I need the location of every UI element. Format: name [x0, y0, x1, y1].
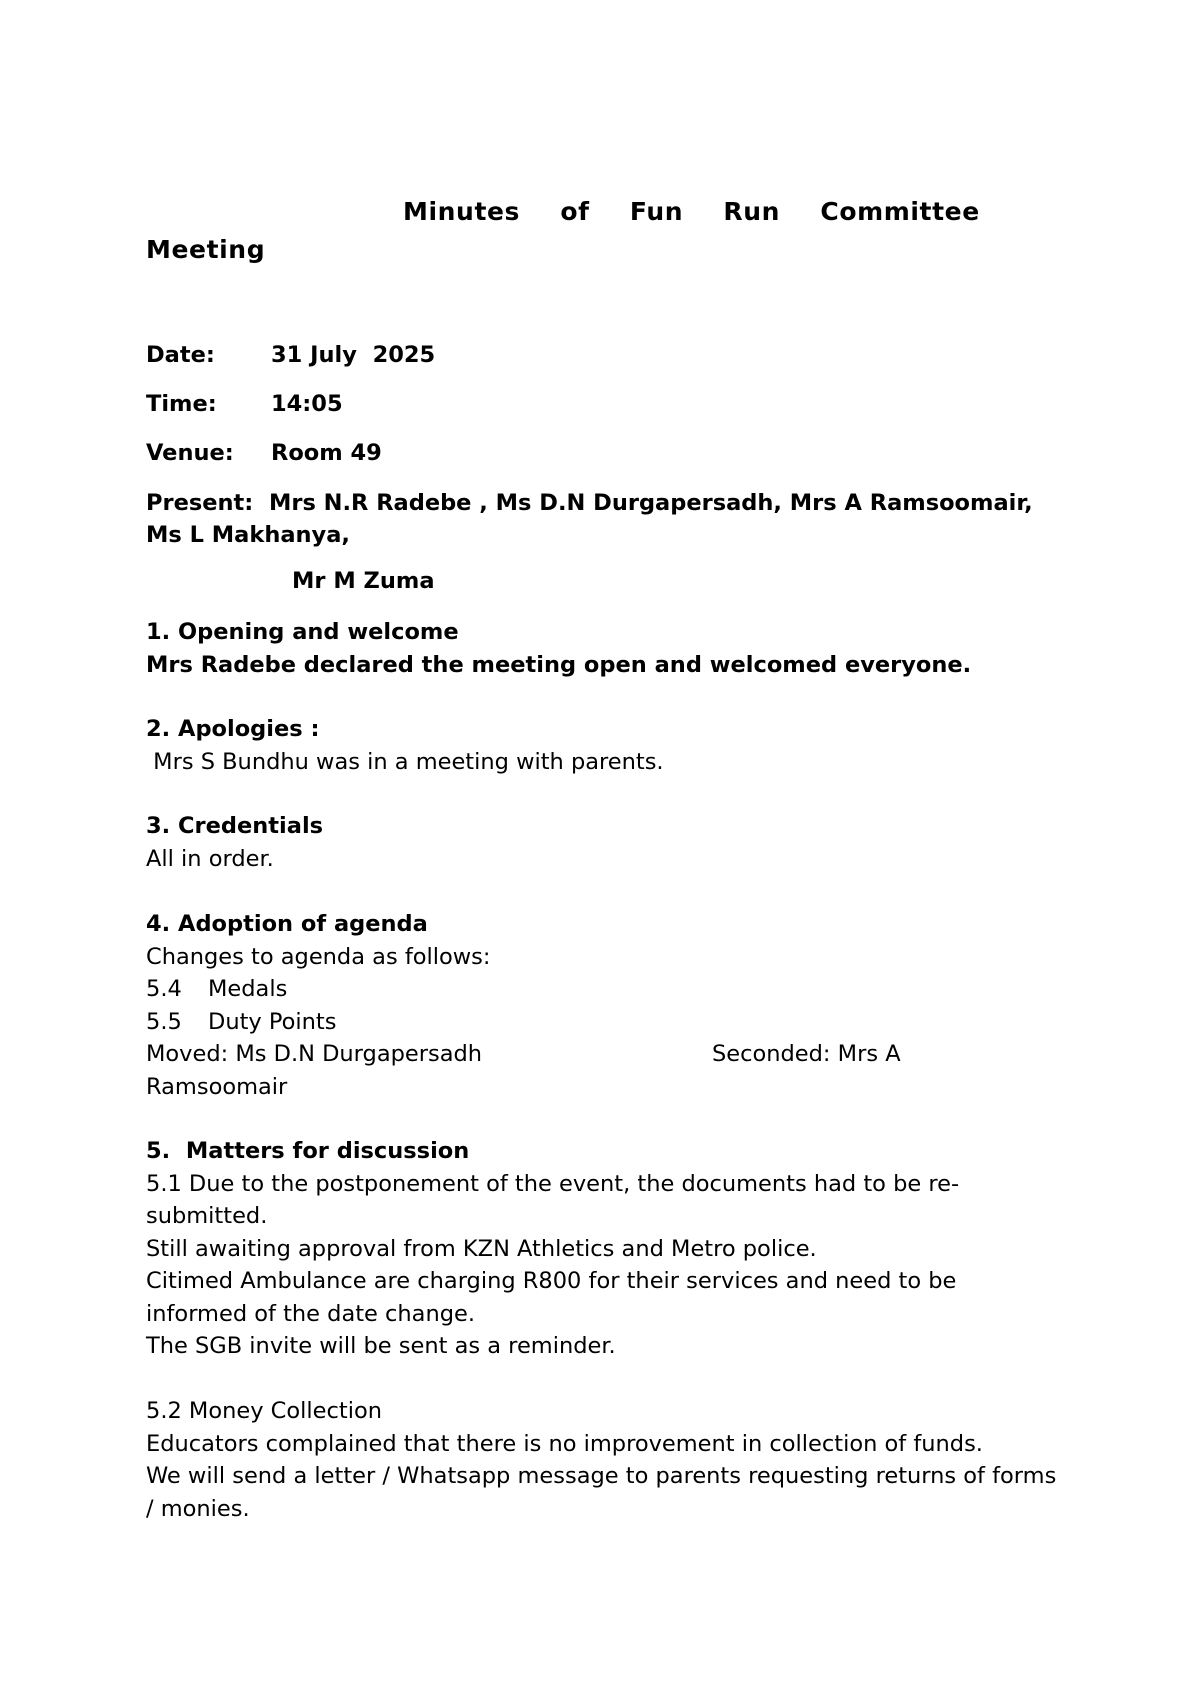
present-continuation: Mr M Zuma [292, 568, 435, 594]
section-apologies [146, 713, 1066, 778]
venue-label: Venue: [146, 440, 234, 466]
time-row [146, 389, 343, 419]
discussion-52-a: Educators complained that there is no improvement in collection of funds. [146, 1430, 983, 1457]
section-credentials [146, 810, 1066, 875]
credentials-text: All in order. [146, 845, 274, 872]
time-value: 14:05 [271, 391, 343, 417]
seconded-continuation: Ramsoomair [146, 1073, 288, 1100]
time-label: Time: [146, 391, 217, 417]
venue-row [146, 438, 382, 468]
opening-heading: 1. Opening and welcome [146, 619, 459, 645]
present-label: Present: [146, 490, 254, 516]
discussion-51-b: Still awaiting approval from KZN Athletics and Metro police. [146, 1235, 817, 1262]
agenda-item-number: 5.4 [146, 976, 182, 1002]
discussion-heading: 5. Matters for discussion [146, 1138, 470, 1164]
discussion-52-b: We will send a letter / Whatsapp message to parents requesting returns of forms / monies. [146, 1463, 1057, 1522]
agenda-item-number: 5.5 [146, 1008, 182, 1035]
agenda-item [146, 973, 1066, 1006]
date-row [146, 340, 435, 370]
present-row [146, 487, 1046, 551]
agenda-intro: Changes to agenda as follows: [146, 943, 491, 970]
discussion-51-a: 5.1 Due to the postponement of the event, the documents had to be re-submitted. [146, 1170, 960, 1229]
document-title: Minutes of Fun Run Committee Meeting [146, 197, 980, 264]
discussion-51-d: The SGB invite will be sent as a reminder. [146, 1333, 616, 1359]
section-discussion [146, 1135, 1066, 1525]
moved-seconded-row [146, 1038, 1066, 1071]
section-agenda [146, 908, 1066, 1103]
date-value: 31 July 2025 [271, 342, 436, 368]
discussion-51-c: Citimed Ambulance are charging R800 for their services and need to be informed of the date change. [146, 1268, 957, 1327]
agenda-item-label: Duty Points [208, 1008, 337, 1035]
seconded-text: Seconded: Mrs A [712, 1041, 901, 1067]
credentials-heading: 3. Credentials [146, 813, 324, 839]
apologies-text: Mrs S Bundhu was in a meeting with parents. [146, 748, 664, 775]
agenda-heading: 4. Adoption of agenda [146, 911, 428, 937]
opening-text: Mrs Radebe declared the meeting open and welcomed everyone. [146, 651, 972, 678]
date-label: Date: [146, 342, 215, 368]
spacer [146, 1363, 1066, 1396]
apologies-heading: 2. Apologies : [146, 716, 320, 742]
agenda-item-label: Medals [208, 976, 288, 1002]
section-opening [146, 616, 1066, 681]
discussion-52-heading: 5.2 Money Collection [146, 1398, 382, 1424]
present-value: Mrs N.R Radebe , Ms D.N Durgapersadh, Mrs A Ramsoomair, Ms L Makhanya, [146, 490, 1033, 548]
agenda-item [146, 1006, 1066, 1039]
venue-value: Room 49 [271, 440, 382, 466]
moved-text: Moved: Ms D.N Durgapersadh [146, 1041, 483, 1067]
